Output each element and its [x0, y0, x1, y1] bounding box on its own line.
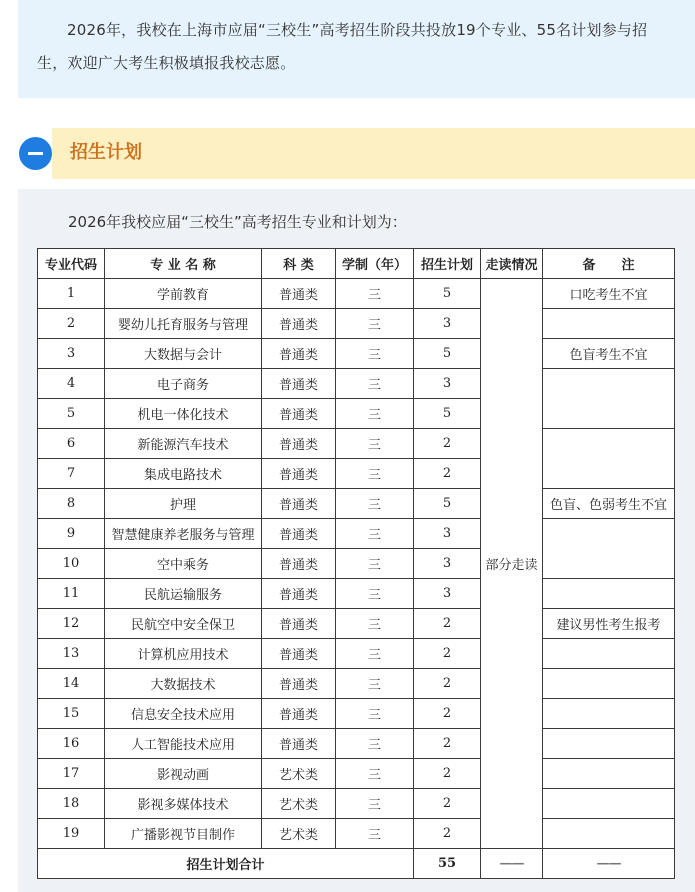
table-row	[38, 669, 675, 699]
table-row	[38, 489, 675, 519]
cell-code: 17	[38, 759, 105, 789]
cell-name: 新能源汽车技术	[105, 429, 262, 459]
cell-years: 三	[336, 669, 414, 699]
cell-quota: 3	[414, 369, 481, 399]
cell-note: 建议男性考生报考	[543, 609, 675, 639]
table-row	[38, 339, 675, 369]
cell-code: 14	[38, 669, 105, 699]
cell-note: 色盲、色弱考生不宜	[543, 489, 675, 519]
cell-note: 口吃考生不宜	[543, 279, 675, 309]
cell-code: 18	[38, 789, 105, 819]
cell-name: 民航空中安全保卫	[105, 609, 262, 639]
minus-icon	[28, 152, 43, 155]
cell-years: 三	[336, 699, 414, 729]
cell-note	[543, 729, 675, 759]
cell-category: 普通类	[262, 489, 336, 519]
cell-code: 15	[38, 699, 105, 729]
cell-code: 19	[38, 819, 105, 849]
cell-note	[543, 759, 675, 789]
cell-quota: 2	[414, 789, 481, 819]
cell-note	[543, 309, 675, 339]
table-row	[38, 609, 675, 639]
cell-category: 普通类	[262, 399, 336, 429]
table-row	[38, 699, 675, 729]
cell-years: 三	[336, 819, 414, 849]
cell-category: 艺术类	[262, 819, 336, 849]
cell-name: 机电一体化技术	[105, 399, 262, 429]
table-row	[38, 369, 675, 399]
section-title: 招生计划	[70, 142, 142, 163]
total-label: 招生计划合计	[38, 849, 414, 879]
cell-name: 电子商务	[105, 369, 262, 399]
cell-years: 三	[336, 759, 414, 789]
cell-category: 普通类	[262, 519, 336, 549]
cell-code: 11	[38, 579, 105, 609]
total-note: ——	[543, 849, 675, 879]
cell-quota: 5	[414, 399, 481, 429]
table-row	[38, 519, 675, 549]
header-note: 备 注	[543, 249, 675, 279]
cell-quota: 2	[414, 669, 481, 699]
cell-category: 普通类	[262, 309, 336, 339]
cell-years: 三	[336, 639, 414, 669]
table-row	[38, 819, 675, 849]
cell-commute: 部分走读	[481, 279, 543, 849]
cell-note	[543, 579, 675, 609]
cell-name: 广播影视节目制作	[105, 819, 262, 849]
total-row	[38, 849, 675, 879]
cell-code: 5	[38, 399, 105, 429]
header-code: 专业代码	[38, 249, 105, 279]
cell-quota: 3	[414, 579, 481, 609]
cell-category: 普通类	[262, 549, 336, 579]
cell-quota: 3	[414, 519, 481, 549]
table-row	[38, 729, 675, 759]
cell-name: 信息安全技术应用	[105, 699, 262, 729]
section-badge	[19, 137, 52, 170]
cell-note: 色盲考生不宜	[543, 339, 675, 369]
cell-name: 影视动画	[105, 759, 262, 789]
cell-years: 三	[336, 369, 414, 399]
cell-quota: 5	[414, 489, 481, 519]
cell-years: 三	[336, 549, 414, 579]
cell-name: 学前教育	[105, 279, 262, 309]
cell-note	[543, 699, 675, 729]
cell-code: 1	[38, 279, 105, 309]
cell-note	[543, 369, 675, 429]
table-row	[38, 639, 675, 669]
cell-code: 2	[38, 309, 105, 339]
cell-note	[543, 789, 675, 819]
cell-code: 3	[38, 339, 105, 369]
cell-quota: 2	[414, 609, 481, 639]
cell-category: 普通类	[262, 609, 336, 639]
cell-name: 计算机应用技术	[105, 639, 262, 669]
cell-quota: 2	[414, 759, 481, 789]
cell-category: 普通类	[262, 339, 336, 369]
table-row	[38, 579, 675, 609]
cell-category: 普通类	[262, 699, 336, 729]
cell-code: 10	[38, 549, 105, 579]
cell-name: 护理	[105, 489, 262, 519]
cell-category: 普通类	[262, 369, 336, 399]
cell-category: 艺术类	[262, 759, 336, 789]
table-row	[38, 789, 675, 819]
cell-category: 普通类	[262, 459, 336, 489]
cell-name: 智慧健康养老服务与管理	[105, 519, 262, 549]
cell-name: 婴幼儿托育服务与管理	[105, 309, 262, 339]
cell-code: 12	[38, 609, 105, 639]
header-category: 科 类	[262, 249, 336, 279]
cell-category: 普通类	[262, 729, 336, 759]
cell-code: 9	[38, 519, 105, 549]
cell-years: 三	[336, 309, 414, 339]
header-name: 专 业 名 称	[105, 249, 262, 279]
cell-note	[543, 819, 675, 849]
cell-code: 4	[38, 369, 105, 399]
cell-quota: 2	[414, 639, 481, 669]
header-years: 学制（年）	[336, 249, 414, 279]
cell-quota: 2	[414, 429, 481, 459]
cell-quota: 3	[414, 549, 481, 579]
plan-intro: 2026年我校应届“三校生”高考招生专业和计划为：	[68, 213, 407, 231]
cell-name: 影视多媒体技术	[105, 789, 262, 819]
cell-name: 民航运输服务	[105, 579, 262, 609]
cell-code: 6	[38, 429, 105, 459]
cell-code: 7	[38, 459, 105, 489]
cell-quota: 2	[414, 699, 481, 729]
cell-category: 普通类	[262, 639, 336, 669]
cell-note	[543, 429, 675, 489]
header-commute: 走读情况	[481, 249, 543, 279]
table-row	[38, 309, 675, 339]
cell-note	[543, 669, 675, 699]
cell-years: 三	[336, 429, 414, 459]
intro-text: 2026年，我校在上海市应届“三校生”高考招生阶段共投放19个专业、55名计划参与招生，欢迎广大考生积极填报我校志愿。	[37, 21, 648, 72]
cell-category: 普通类	[262, 669, 336, 699]
table-row	[38, 279, 675, 309]
cell-category: 普通类	[262, 579, 336, 609]
table-row	[38, 429, 675, 459]
cell-years: 三	[336, 729, 414, 759]
cell-name: 空中乘务	[105, 549, 262, 579]
cell-name: 大数据与会计	[105, 339, 262, 369]
cell-category: 普通类	[262, 279, 336, 309]
cell-years: 三	[336, 519, 414, 549]
table-row	[38, 759, 675, 789]
cell-category: 艺术类	[262, 789, 336, 819]
cell-years: 三	[336, 399, 414, 429]
table-header-row	[38, 249, 675, 279]
cell-years: 三	[336, 339, 414, 369]
cell-code: 13	[38, 639, 105, 669]
enrollment-plan-table	[37, 248, 675, 879]
cell-category: 普通类	[262, 429, 336, 459]
header-quota: 招生计划	[414, 249, 481, 279]
cell-quota: 5	[414, 279, 481, 309]
total-commute: ——	[481, 849, 543, 879]
cell-name: 集成电路技术	[105, 459, 262, 489]
cell-quota: 2	[414, 819, 481, 849]
cell-code: 8	[38, 489, 105, 519]
cell-note	[543, 519, 675, 579]
cell-years: 三	[336, 489, 414, 519]
cell-quota: 2	[414, 459, 481, 489]
cell-quota: 5	[414, 339, 481, 369]
cell-name: 大数据技术	[105, 669, 262, 699]
cell-name: 人工智能技术应用	[105, 729, 262, 759]
cell-years: 三	[336, 279, 414, 309]
cell-years: 三	[336, 789, 414, 819]
total-quota: 55	[414, 849, 481, 879]
table-body	[38, 279, 675, 879]
cell-note	[543, 639, 675, 669]
cell-years: 三	[336, 579, 414, 609]
cell-quota: 2	[414, 729, 481, 759]
cell-code: 16	[38, 729, 105, 759]
cell-quota: 3	[414, 309, 481, 339]
cell-years: 三	[336, 459, 414, 489]
section-header	[52, 128, 695, 179]
cell-years: 三	[336, 609, 414, 639]
